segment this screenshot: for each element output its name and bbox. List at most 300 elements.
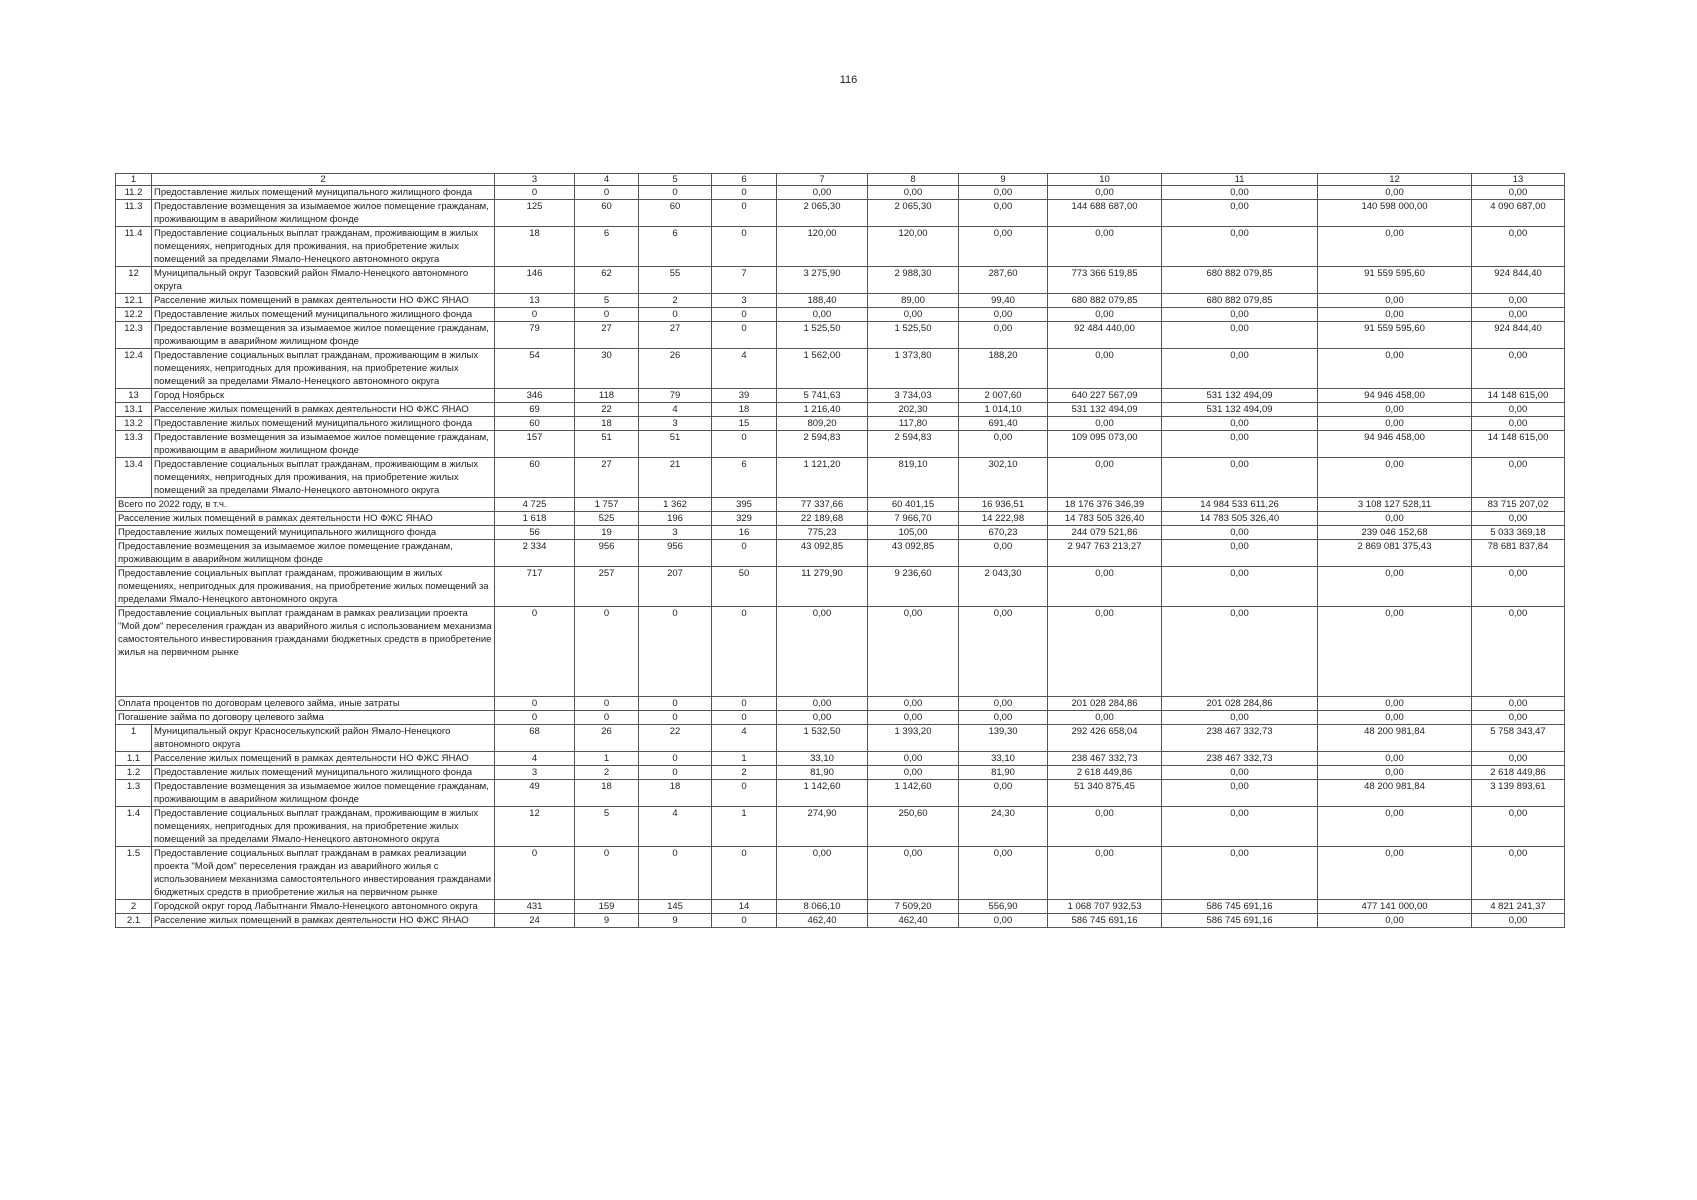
- value-cell: 0: [575, 186, 639, 200]
- table-row: [116, 807, 1565, 847]
- value-cell: 120,00: [777, 227, 868, 267]
- table-row: [116, 752, 1565, 766]
- value-cell: 68: [495, 725, 575, 752]
- value-cell: 6: [712, 458, 777, 498]
- value-cell: 0: [712, 200, 777, 227]
- value-cell: 0,00: [1472, 403, 1565, 417]
- value-cell: 640 227 567,09: [1048, 389, 1162, 403]
- column-number: 7: [777, 174, 868, 186]
- value-cell: 924 844,40: [1472, 322, 1565, 349]
- value-cell: 462,40: [868, 914, 959, 928]
- value-cell: 43 092,85: [777, 540, 868, 567]
- value-cell: 144 688 687,00: [1048, 200, 1162, 227]
- value-cell: 0: [575, 847, 639, 900]
- value-cell: 586 745 691,16: [1162, 914, 1318, 928]
- row-number: 11.4: [116, 227, 152, 267]
- value-cell: 94 946 458,00: [1318, 389, 1472, 403]
- column-number: 5: [639, 174, 712, 186]
- value-cell: 0,00: [1162, 227, 1318, 267]
- value-cell: 2 043,30: [959, 567, 1048, 607]
- value-cell: 14: [712, 900, 777, 914]
- row-number: 1: [116, 725, 152, 752]
- value-cell: 2 065,30: [868, 200, 959, 227]
- value-cell: 14 148 615,00: [1472, 431, 1565, 458]
- row-label: Предоставление социальных выплат гражданам, проживающим в жилых помещениях, непригодных для проживания, на приобретение жилых помещений за пределами Ямало-Ненецкого автономного округа: [116, 567, 495, 607]
- value-cell: 3 734,03: [868, 389, 959, 403]
- value-cell: 8 066,10: [777, 900, 868, 914]
- value-cell: 0,00: [959, 914, 1048, 928]
- value-cell: 0: [639, 766, 712, 780]
- value-cell: 26: [639, 349, 712, 389]
- table-row: [116, 186, 1565, 200]
- value-cell: 0,00: [1162, 540, 1318, 567]
- value-cell: 0: [495, 711, 575, 725]
- value-cell: 50: [712, 567, 777, 607]
- value-cell: 83 715 207,02: [1472, 498, 1565, 512]
- value-cell: 30: [575, 349, 639, 389]
- value-cell: 0: [712, 780, 777, 807]
- value-cell: 79: [495, 322, 575, 349]
- value-cell: 27: [639, 322, 712, 349]
- row-number: 13: [116, 389, 152, 403]
- column-number: 10: [1048, 174, 1162, 186]
- value-cell: 0,00: [1162, 186, 1318, 200]
- value-cell: 49: [495, 780, 575, 807]
- table-row: [116, 780, 1565, 807]
- value-cell: 238 467 332,73: [1162, 752, 1318, 766]
- value-cell: 0,00: [959, 308, 1048, 322]
- row-label: Расселение жилых помещений в рамках деятельности НО ФЖС ЯНАО: [116, 512, 495, 526]
- value-cell: 5 033 369,18: [1472, 526, 1565, 540]
- row-label: Предоставление социальных выплат гражданам, проживающим в жилых помещениях, непригодных для проживания, на приобретение жилых помещений за пределами Ямало-Ненецкого автономного округа: [152, 227, 495, 267]
- summary-row: [116, 567, 1565, 607]
- value-cell: 0,00: [868, 697, 959, 711]
- value-cell: 201 028 284,86: [1162, 697, 1318, 711]
- value-cell: 287,60: [959, 267, 1048, 294]
- value-cell: 0,00: [868, 186, 959, 200]
- value-cell: 2 618 449,86: [1048, 766, 1162, 780]
- value-cell: 109 095 073,00: [1048, 431, 1162, 458]
- value-cell: 3 275,90: [777, 267, 868, 294]
- value-cell: 69: [495, 403, 575, 417]
- value-cell: 18: [575, 780, 639, 807]
- value-cell: 0,00: [1472, 847, 1565, 900]
- value-cell: 691,40: [959, 417, 1048, 431]
- row-label: Предоставление жилых помещений муниципального жилищного фонда: [152, 766, 495, 780]
- value-cell: 717: [495, 567, 575, 607]
- table-row: [116, 914, 1565, 928]
- row-label: Предоставление жилых помещений муниципального жилищного фонда: [116, 526, 495, 540]
- value-cell: 15: [712, 417, 777, 431]
- value-cell: 0,00: [868, 752, 959, 766]
- column-number: 9: [959, 174, 1048, 186]
- value-cell: 1 142,60: [868, 780, 959, 807]
- column-number: 12: [1318, 174, 1472, 186]
- value-cell: 125: [495, 200, 575, 227]
- value-cell: 3: [639, 526, 712, 540]
- value-cell: 0: [712, 322, 777, 349]
- value-cell: 0,00: [959, 431, 1048, 458]
- value-cell: 0,00: [1318, 807, 1472, 847]
- value-cell: 60: [639, 200, 712, 227]
- row-label: Муниципальный округ Красноселькупский район Ямало-Ненецкого автономного округа: [152, 725, 495, 752]
- value-cell: 0: [639, 308, 712, 322]
- row-number: 2.1: [116, 914, 152, 928]
- row-number: 11.2: [116, 186, 152, 200]
- value-cell: 556,90: [959, 900, 1048, 914]
- row-number: 12.1: [116, 294, 152, 308]
- value-cell: 0,00: [959, 607, 1048, 697]
- value-cell: 0,00: [1472, 697, 1565, 711]
- row-label: Предоставление социальных выплат гражданам в рамках реализации проекта "Мой дом" переселения граждан из аварийного жилья с использованием механизма самостоятельного инвестирования гражданами бюджетных средств в приобретение жилья на первичном рынке: [116, 607, 495, 697]
- row-number: 13.4: [116, 458, 152, 498]
- value-cell: 0: [639, 697, 712, 711]
- value-cell: 0,00: [1048, 807, 1162, 847]
- value-cell: 5 741,63: [777, 389, 868, 403]
- value-cell: 89,00: [868, 294, 959, 308]
- value-cell: 14 783 505 326,40: [1048, 512, 1162, 526]
- value-cell: 118: [575, 389, 639, 403]
- value-cell: 22 189,68: [777, 512, 868, 526]
- table-row: [116, 900, 1565, 914]
- value-cell: 0,00: [1048, 458, 1162, 498]
- value-cell: 92 484 440,00: [1048, 322, 1162, 349]
- row-label: Оплата процентов по договорам целевого займа, иные затраты: [116, 697, 495, 711]
- row-number: 13.3: [116, 431, 152, 458]
- value-cell: 0: [639, 607, 712, 697]
- value-cell: 2: [639, 294, 712, 308]
- value-cell: 91 559 595,60: [1318, 267, 1472, 294]
- value-cell: 1 142,60: [777, 780, 868, 807]
- value-cell: 4: [712, 725, 777, 752]
- row-label: Предоставление возмещения за изымаемое жилое помещение гражданам, проживающим в аварийном жилищном фонде: [152, 200, 495, 227]
- value-cell: 0: [575, 711, 639, 725]
- value-cell: 4 821 241,37: [1472, 900, 1565, 914]
- value-cell: 207: [639, 567, 712, 607]
- value-cell: 16: [712, 526, 777, 540]
- value-cell: 3: [495, 766, 575, 780]
- row-label: Расселение жилых помещений в рамках деятельности НО ФЖС ЯНАО: [152, 294, 495, 308]
- value-cell: 302,10: [959, 458, 1048, 498]
- value-cell: 531 132 494,09: [1162, 389, 1318, 403]
- column-number: 11: [1162, 174, 1318, 186]
- value-cell: 0,00: [1048, 227, 1162, 267]
- value-cell: 1 373,80: [868, 349, 959, 389]
- value-cell: 0,00: [959, 540, 1048, 567]
- value-cell: 0,00: [1048, 711, 1162, 725]
- value-cell: 329: [712, 512, 777, 526]
- value-cell: 3 108 127 528,11: [1318, 498, 1472, 512]
- value-cell: 4 090 687,00: [1472, 200, 1565, 227]
- value-cell: 809,20: [777, 417, 868, 431]
- value-cell: 0,00: [1162, 431, 1318, 458]
- value-cell: 139,30: [959, 725, 1048, 752]
- value-cell: 94 946 458,00: [1318, 431, 1472, 458]
- value-cell: 48 200 981,84: [1318, 780, 1472, 807]
- value-cell: 0,00: [959, 200, 1048, 227]
- column-number: 4: [575, 174, 639, 186]
- value-cell: 0,00: [777, 308, 868, 322]
- value-cell: 188,20: [959, 349, 1048, 389]
- value-cell: 257: [575, 567, 639, 607]
- value-cell: 2 594,83: [777, 431, 868, 458]
- value-cell: 0,00: [1162, 847, 1318, 900]
- value-cell: 0,00: [1318, 914, 1472, 928]
- value-cell: 346: [495, 389, 575, 403]
- row-label: Предоставление возмещения за изымаемое жилое помещение гражданам, проживающим в аварийном жилищном фонде: [152, 780, 495, 807]
- table-row: [116, 847, 1565, 900]
- value-cell: 62: [575, 267, 639, 294]
- value-cell: 0,00: [1318, 308, 1472, 322]
- value-cell: 51: [639, 431, 712, 458]
- value-cell: 0,00: [1318, 766, 1472, 780]
- value-cell: 0,00: [959, 847, 1048, 900]
- value-cell: 0,00: [1472, 512, 1565, 526]
- value-cell: 2 618 449,86: [1472, 766, 1565, 780]
- value-cell: 0,00: [1472, 607, 1565, 697]
- value-cell: 51: [575, 431, 639, 458]
- value-cell: 0,00: [1162, 766, 1318, 780]
- value-cell: 2 334: [495, 540, 575, 567]
- row-number: 12.3: [116, 322, 152, 349]
- table-row: [116, 458, 1565, 498]
- value-cell: 0,00: [959, 186, 1048, 200]
- value-cell: 0,00: [1318, 697, 1472, 711]
- value-cell: 6: [639, 227, 712, 267]
- value-cell: 3: [712, 294, 777, 308]
- value-cell: 680 882 079,85: [1162, 267, 1318, 294]
- value-cell: 0,00: [1318, 294, 1472, 308]
- value-cell: 159: [575, 900, 639, 914]
- value-cell: 0,00: [1472, 294, 1565, 308]
- value-cell: 60: [575, 200, 639, 227]
- value-cell: 1 525,50: [868, 322, 959, 349]
- value-cell: 0,00: [868, 607, 959, 697]
- value-cell: 48 200 981,84: [1318, 725, 1472, 752]
- value-cell: 0: [495, 697, 575, 711]
- row-label: Расселение жилых помещений в рамках деятельности НО ФЖС ЯНАО: [152, 403, 495, 417]
- value-cell: 4: [639, 403, 712, 417]
- table-row: [116, 227, 1565, 267]
- value-cell: 2 947 763 213,27: [1048, 540, 1162, 567]
- value-cell: 0,00: [1472, 186, 1565, 200]
- value-cell: 0,00: [1162, 807, 1318, 847]
- row-number: 11.3: [116, 200, 152, 227]
- value-cell: 78 681 837,84: [1472, 540, 1565, 567]
- value-cell: 5 758 343,47: [1472, 725, 1565, 752]
- column-number: 1: [116, 174, 152, 186]
- value-cell: 33,10: [959, 752, 1048, 766]
- table-row: [116, 267, 1565, 294]
- value-cell: 0: [712, 540, 777, 567]
- value-cell: 9: [639, 914, 712, 928]
- value-cell: 1 757: [575, 498, 639, 512]
- summary-row: [116, 607, 1565, 697]
- value-cell: 1 216,40: [777, 403, 868, 417]
- value-cell: 0: [712, 227, 777, 267]
- table-row: [116, 294, 1565, 308]
- value-cell: 244 079 521,86: [1048, 526, 1162, 540]
- value-cell: 0,00: [1162, 567, 1318, 607]
- row-label: Предоставление социальных выплат гражданам, проживающим в жилых помещениях, непригодных для проживания, на приобретение жилых помещений за пределами Ямало-Ненецкого автономного округа: [152, 458, 495, 498]
- value-cell: 1 618: [495, 512, 575, 526]
- value-cell: 0,00: [1048, 186, 1162, 200]
- value-cell: 0,00: [868, 766, 959, 780]
- value-cell: 54: [495, 349, 575, 389]
- value-cell: 0,00: [1162, 780, 1318, 807]
- value-cell: 26: [575, 725, 639, 752]
- value-cell: 81,90: [959, 766, 1048, 780]
- row-label: Расселение жилых помещений в рамках деятельности НО ФЖС ЯНАО: [152, 914, 495, 928]
- value-cell: 140 598 000,00: [1318, 200, 1472, 227]
- value-cell: 14 222,98: [959, 512, 1048, 526]
- value-cell: 924 844,40: [1472, 267, 1565, 294]
- value-cell: 670,23: [959, 526, 1048, 540]
- value-cell: 0,00: [1162, 308, 1318, 322]
- value-cell: 525: [575, 512, 639, 526]
- value-cell: 0: [712, 607, 777, 697]
- value-cell: 0: [495, 607, 575, 697]
- value-cell: 0,00: [1048, 607, 1162, 697]
- row-number: 12.2: [116, 308, 152, 322]
- value-cell: 1 121,20: [777, 458, 868, 498]
- value-cell: 0,00: [1472, 807, 1565, 847]
- value-cell: 7: [712, 267, 777, 294]
- value-cell: 1 014,10: [959, 403, 1048, 417]
- value-cell: 462,40: [777, 914, 868, 928]
- column-number: 13: [1472, 174, 1565, 186]
- value-cell: 0: [712, 186, 777, 200]
- value-cell: 586 745 691,16: [1162, 900, 1318, 914]
- value-cell: 0,00: [1048, 349, 1162, 389]
- value-cell: 4: [495, 752, 575, 766]
- value-cell: 27: [575, 458, 639, 498]
- table-row: [116, 431, 1565, 458]
- column-number: 3: [495, 174, 575, 186]
- value-cell: 51 340 875,45: [1048, 780, 1162, 807]
- value-cell: 60: [495, 417, 575, 431]
- value-cell: 105,00: [868, 526, 959, 540]
- row-label: Предоставление возмещения за изымаемое жилое помещение гражданам, проживающим в аварийном жилищном фонде: [116, 540, 495, 567]
- value-cell: 239 046 152,68: [1318, 526, 1472, 540]
- value-cell: 0,00: [777, 697, 868, 711]
- column-number-row: [116, 174, 1565, 186]
- value-cell: 0,00: [1162, 322, 1318, 349]
- value-cell: 0,00: [1472, 458, 1565, 498]
- value-cell: 18: [639, 780, 712, 807]
- value-cell: 11 279,90: [777, 567, 868, 607]
- row-label: Предоставление жилых помещений муниципального жилищного фонда: [152, 308, 495, 322]
- column-number: 6: [712, 174, 777, 186]
- row-number: 1.3: [116, 780, 152, 807]
- value-cell: 1 362: [639, 498, 712, 512]
- value-cell: 2 007,60: [959, 389, 1048, 403]
- value-cell: 0: [712, 847, 777, 900]
- value-cell: 16 936,51: [959, 498, 1048, 512]
- value-cell: 274,90: [777, 807, 868, 847]
- value-cell: 956: [575, 540, 639, 567]
- value-cell: 0: [495, 847, 575, 900]
- value-cell: 0,00: [1162, 417, 1318, 431]
- value-cell: 0,00: [1318, 711, 1472, 725]
- value-cell: 117,80: [868, 417, 959, 431]
- value-cell: 0,00: [1162, 458, 1318, 498]
- value-cell: 81,90: [777, 766, 868, 780]
- value-cell: 1: [575, 752, 639, 766]
- value-cell: 0,00: [868, 308, 959, 322]
- value-cell: 39: [712, 389, 777, 403]
- value-cell: 56: [495, 526, 575, 540]
- value-cell: 0,00: [1318, 349, 1472, 389]
- value-cell: 120,00: [868, 227, 959, 267]
- value-cell: 4: [712, 349, 777, 389]
- value-cell: 0: [495, 308, 575, 322]
- value-cell: 0: [639, 752, 712, 766]
- value-cell: 0,00: [1318, 512, 1472, 526]
- value-cell: 5: [575, 294, 639, 308]
- value-cell: 238 467 332,73: [1048, 752, 1162, 766]
- value-cell: 292 426 658,04: [1048, 725, 1162, 752]
- value-cell: 4: [639, 807, 712, 847]
- value-cell: 77 337,66: [777, 498, 868, 512]
- value-cell: 196: [639, 512, 712, 526]
- value-cell: 4 725: [495, 498, 575, 512]
- value-cell: 0,00: [1048, 417, 1162, 431]
- value-cell: 0,00: [777, 186, 868, 200]
- value-cell: 18: [575, 417, 639, 431]
- summary-row: [116, 512, 1565, 526]
- column-number: 2: [152, 174, 495, 186]
- value-cell: 201 028 284,86: [1048, 697, 1162, 711]
- value-cell: 27: [575, 322, 639, 349]
- value-cell: 0,00: [1162, 200, 1318, 227]
- value-cell: 0,00: [1318, 752, 1472, 766]
- value-cell: 3 139 893,61: [1472, 780, 1565, 807]
- value-cell: 0,00: [1472, 417, 1565, 431]
- value-cell: 43 092,85: [868, 540, 959, 567]
- value-cell: 1 562,00: [777, 349, 868, 389]
- value-cell: 22: [575, 403, 639, 417]
- value-cell: 0,00: [1318, 567, 1472, 607]
- value-cell: 2 594,83: [868, 431, 959, 458]
- value-cell: 0,00: [1472, 914, 1565, 928]
- row-label: Предоставление возмещения за изымаемое жилое помещение гражданам, проживающим в аварийном жилищном фонде: [152, 431, 495, 458]
- value-cell: 2 869 081 375,43: [1318, 540, 1472, 567]
- value-cell: 60 401,15: [868, 498, 959, 512]
- value-cell: 1: [712, 807, 777, 847]
- value-cell: 22: [639, 725, 712, 752]
- value-cell: 586 745 691,16: [1048, 914, 1162, 928]
- row-label: Предоставление социальных выплат гражданам в рамках реализации проекта "Мой дом" переселения граждан из аварийного жилья с использованием механизма самостоятельного инвестирования гражданами бюджетных средств в приобретение жилья на первичном рынке: [152, 847, 495, 900]
- row-label: Погашение займа по договору целевого займа: [116, 711, 495, 725]
- row-number: 12.4: [116, 349, 152, 389]
- value-cell: 0,00: [1048, 308, 1162, 322]
- value-cell: 14 984 533 611,26: [1162, 498, 1318, 512]
- table-row: [116, 389, 1565, 403]
- value-cell: 7 966,70: [868, 512, 959, 526]
- value-cell: 33,10: [777, 752, 868, 766]
- value-cell: 431: [495, 900, 575, 914]
- value-cell: 0: [495, 186, 575, 200]
- value-cell: 0,00: [1472, 349, 1565, 389]
- value-cell: 18 176 376 346,39: [1048, 498, 1162, 512]
- value-cell: 0,00: [1472, 308, 1565, 322]
- table-row: [116, 322, 1565, 349]
- row-label: Городской округ город Лабытнанги Ямало-Ненецкого автономного округа: [152, 900, 495, 914]
- table-row: [116, 403, 1565, 417]
- value-cell: 0,00: [1318, 847, 1472, 900]
- value-cell: 0,00: [959, 697, 1048, 711]
